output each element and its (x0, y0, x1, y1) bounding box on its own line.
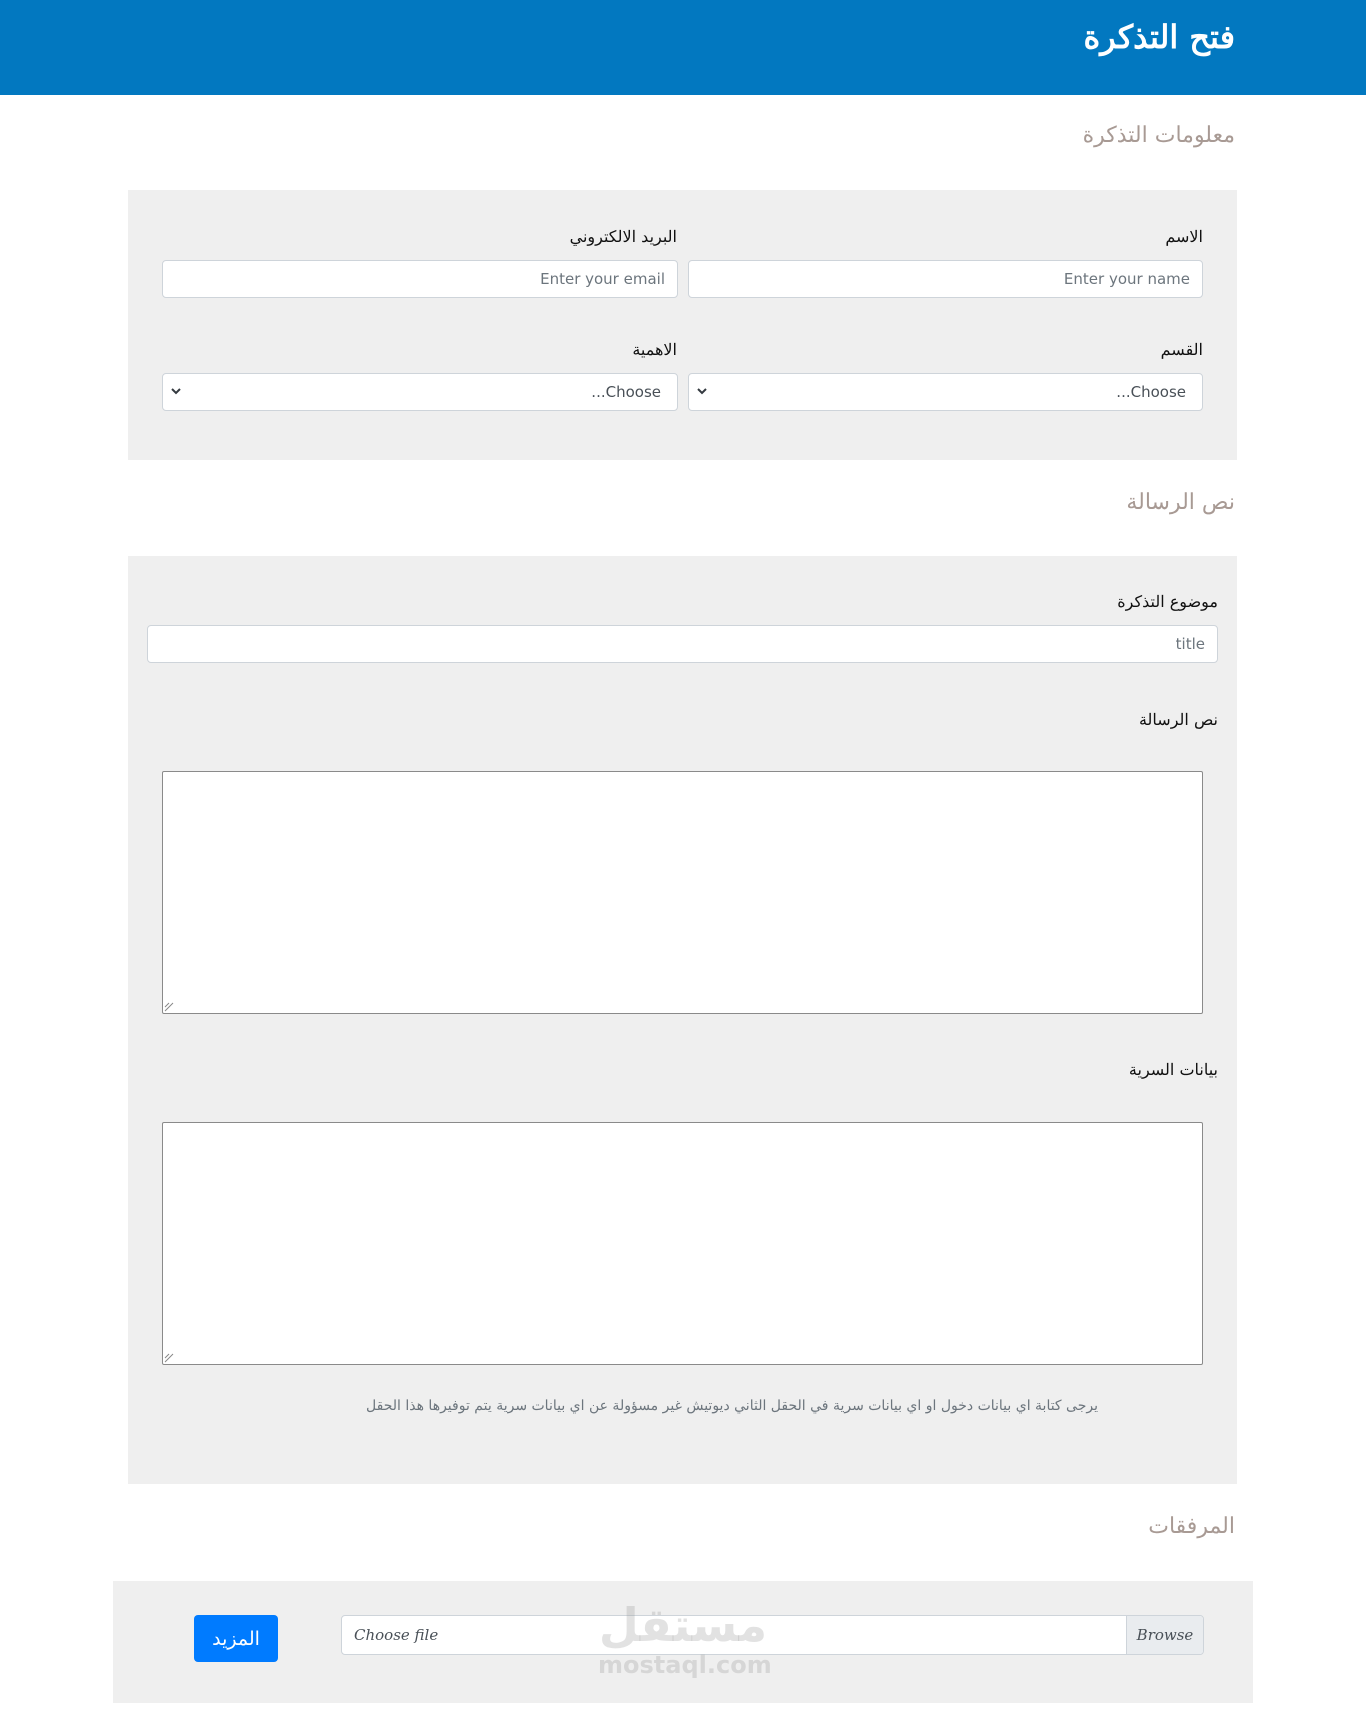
department-label: القسم (1160, 340, 1203, 359)
file-input-placeholder: Choose file (354, 1626, 439, 1644)
chevron-down-icon (169, 384, 183, 398)
watermark-latin: mostaql.com (598, 1651, 772, 1679)
watermark (598, 1598, 772, 1679)
subject-input[interactable] (147, 625, 1218, 663)
confidential-label: بيانات السرية (1128, 1060, 1218, 1079)
watermark-arabic: مستقل (598, 1598, 768, 1652)
page-header (0, 0, 1366, 95)
name-label: الاسم (1165, 227, 1203, 246)
subject-label: موضوع التذكرة (1117, 592, 1218, 611)
email-label: البريد الالكتروني (569, 227, 677, 246)
more-button[interactable]: المزيد (194, 1615, 278, 1662)
chevron-down-icon (695, 384, 709, 398)
priority-label: الاهمية (632, 340, 677, 359)
message-body-label: نص الرسالة (1138, 710, 1218, 729)
section-title-message-body: نص الرسالة (1126, 490, 1235, 515)
priority-select-value: Choose... (591, 383, 661, 401)
department-select-value: Choose... (1116, 383, 1186, 401)
section-title-attachments: المرفقات (1148, 1514, 1235, 1539)
department-select[interactable] (688, 373, 1203, 411)
priority-select[interactable] (162, 373, 678, 411)
message-body-textarea[interactable] (162, 771, 1203, 1014)
file-input[interactable] (341, 1615, 1204, 1655)
section-title-ticket-info: معلومات التذكرة (1082, 123, 1235, 148)
email-input[interactable] (162, 260, 678, 298)
name-input[interactable] (688, 260, 1203, 298)
page-title: فتح التذكرة (1083, 18, 1235, 56)
browse-button[interactable]: Browse (1126, 1616, 1203, 1654)
ticket-info-panel (128, 190, 1237, 460)
resize-grip-icon[interactable] (164, 1002, 174, 1012)
resize-grip-icon[interactable] (164, 1353, 174, 1363)
confidential-textarea[interactable] (162, 1122, 1203, 1365)
confidential-help-text: يرجى كتابة اي بيانات دخول او اي بيانات سرية في الحقل الثاني ديوتيش غير مسؤولة عن اي بيانات سرية يتم توفيرها هذا الحقل (366, 1398, 1098, 1414)
